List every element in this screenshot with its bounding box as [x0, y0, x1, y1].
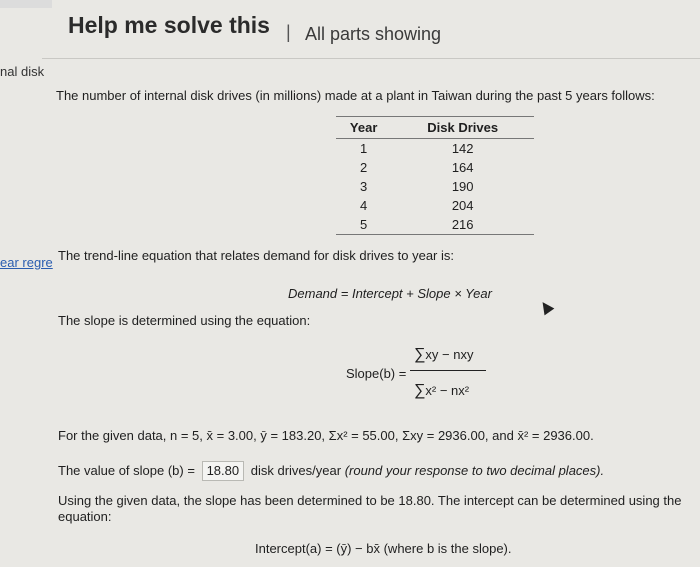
data-table — [336, 116, 534, 235]
sigma-icon: ∑ — [414, 346, 426, 363]
drives-cell: 216 — [391, 215, 534, 235]
slope-note: (round your response to two decimal places). — [344, 463, 605, 478]
drives-cell: 142 — [451, 141, 474, 156]
year-cell: 1 — [360, 141, 368, 156]
trend-text: The trend-line equation that relates demand for disk drives to year is: — [58, 248, 454, 263]
numerator-text: xy − nxy — [425, 347, 474, 362]
drives-cell: 190 — [451, 179, 474, 194]
all-parts-showing-toggle[interactable]: All parts showing — [305, 24, 442, 44]
year-cell: 5 — [336, 215, 391, 235]
drives-cell: 164 — [451, 160, 474, 175]
sigma-icon: ∑ — [414, 382, 426, 399]
slope-denominator — [414, 382, 469, 400]
slope-suffix: disk drives/year — [250, 463, 342, 478]
demand-equation: Demand = Intercept + Slope × Year — [288, 286, 492, 301]
year-cell: 4 — [360, 198, 368, 213]
year-cell: 2 — [360, 160, 368, 175]
table-row — [336, 158, 534, 177]
column-header-disk-drives: Disk Drives — [391, 117, 534, 139]
table-row — [336, 215, 534, 235]
mouse-cursor-icon — [538, 299, 555, 316]
slope-intro: The slope is determined using the equation: — [58, 313, 311, 328]
using-data-text: Using the given data, the slope has been determined to be 18.80. The intercept can be determined using the equation: — [58, 493, 682, 524]
table-row — [336, 139, 534, 159]
drives-cell: 204 — [451, 198, 474, 213]
truncated-side-link[interactable]: ear regre — [0, 255, 53, 270]
column-header-year: Year — [336, 117, 391, 139]
slope-prefix: The value of slope (b) = — [58, 463, 195, 478]
title-separator: | — [286, 22, 291, 42]
slope-answer-line — [58, 461, 604, 481]
problem-intro: The number of internal disk drives (in millions) made at a plant in Taiwan during the past 5 years follows: — [56, 88, 655, 103]
year-cell: 3 — [360, 179, 368, 194]
top-strip — [0, 0, 52, 8]
slope-numerator — [414, 346, 473, 364]
header-divider — [42, 58, 700, 59]
slope-label: Slope(b) = — [346, 366, 407, 381]
intercept-equation: Intercept(a) = (ȳ) − bx̄ (where b is the slope). — [255, 541, 512, 556]
page-title: Help me solve this — [68, 12, 270, 38]
slope-answer-box[interactable]: 18.80 — [202, 461, 245, 481]
truncated-side-text: nal disk — [0, 64, 45, 79]
denominator-text: x² − nx² — [425, 383, 470, 398]
table-header-row — [336, 117, 534, 139]
given-data-text: For the given data, n = 5, x̄ = 3.00, ȳ = 183.20, Σx² = 55.00, Σxy = 2936.00, and x̄² = 2936.00. — [58, 428, 594, 443]
table-row — [336, 177, 534, 196]
fraction-bar — [410, 370, 486, 371]
table-row — [336, 196, 534, 215]
